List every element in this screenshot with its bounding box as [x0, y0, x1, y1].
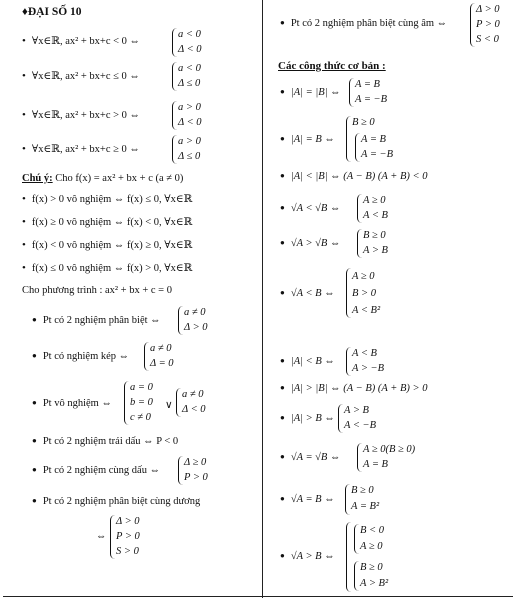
formula-9 [280, 413, 335, 424]
brace [172, 135, 177, 164]
case: b = 0 [130, 397, 153, 408]
case: A ≥ 0(B ≥ 0) [363, 444, 416, 455]
brace [345, 484, 350, 515]
brace [346, 268, 351, 318]
formula-cases [360, 560, 388, 592]
formula-lhs: √A = √B ⇔ [290, 452, 341, 463]
rule-2-cases [178, 61, 201, 91]
brace [357, 443, 362, 472]
rule-4-cases [178, 134, 201, 164]
formula-cases [352, 346, 384, 376]
case: S > 0 [116, 546, 139, 557]
formula-cases [360, 523, 384, 555]
case: Δ > 0 [184, 322, 208, 333]
case: A ≥ 0 [360, 541, 383, 552]
case-lhs: Pt vô nghiệm ⇔ [42, 398, 112, 409]
case-opposite-signs [32, 436, 178, 447]
case-two-distinct-roots [32, 315, 161, 326]
formula-lhs: |A| < B ⇔ [290, 356, 335, 367]
case: A ≥ 0 [352, 271, 375, 282]
note-item-text: f(x) < 0 vô nghiệm ⇔ f(x) ≥ 0, ∀x∈ℝ [31, 240, 193, 251]
note [22, 173, 183, 184]
case: A = B [361, 134, 386, 145]
note-item [22, 216, 192, 228]
case: B > 0 [352, 288, 376, 299]
formula-cases [363, 228, 388, 258]
brace [346, 116, 351, 162]
case-conditions [182, 387, 206, 417]
case: A < −B [344, 420, 377, 431]
case: Δ > 0 [476, 4, 500, 15]
case: a = 0 [130, 382, 153, 393]
case-no-root [32, 398, 112, 409]
brace [354, 524, 359, 554]
brace [355, 133, 360, 162]
note-item [22, 239, 192, 251]
case: A < B² [352, 305, 381, 316]
note-item-text: f(x) > 0 vô nghiệm ⇔ f(x) ≤ 0, ∀x∈ℝ [31, 194, 193, 205]
formula-7 [280, 356, 335, 367]
brace [357, 229, 362, 258]
case-lhs: Pt có 2 nghiệm phân biệt ⇔ [42, 315, 161, 326]
formula-1 [280, 87, 341, 98]
brace [172, 28, 177, 57]
case: A < B [352, 348, 377, 359]
case: A > −B [352, 363, 385, 374]
formula-5 [280, 238, 340, 249]
case: A > B [344, 405, 369, 416]
case-lhs: Pt có 2 nghiệm phân biệt cùng dương [42, 496, 201, 507]
formula-cases [363, 193, 388, 223]
section-heading: Các công thức cơ bản : [278, 60, 386, 72]
page-title: ♦ĐẠI SỐ 10 [22, 6, 82, 18]
case: A = B [363, 459, 388, 470]
case: B ≥ 0 [351, 485, 374, 496]
formula-lhs: |A| < |B| ⇔ (A − B) (A + B) < 0 [290, 171, 428, 182]
case: A > B² [360, 578, 389, 589]
brace [178, 306, 183, 335]
rule-3-cases [178, 100, 202, 130]
case-lhs: Pt có nghiệm kép ⇔ [42, 351, 130, 362]
formula-cases [361, 132, 393, 162]
formula-10 [280, 452, 340, 463]
arrow: ⇔ [96, 531, 107, 542]
note-item-text: f(x) ≥ 0 vô nghiệm ⇔ f(x) < 0, ∀x∈ℝ [31, 217, 193, 228]
case: A = B [355, 79, 380, 90]
case: B ≥ 0 [363, 230, 386, 241]
case: B ≥ 0 [360, 562, 383, 573]
case: A > B [363, 245, 388, 256]
case: Δ ≤ 0 [178, 78, 201, 89]
case: A = −B [355, 94, 388, 105]
formula-lhs: √A < B ⇔ [290, 288, 335, 299]
note-item [22, 262, 192, 274]
case: a > 0 [178, 136, 201, 147]
rule-4 [22, 143, 140, 155]
note-item [22, 193, 192, 205]
case: a ≠ 0 [184, 307, 206, 318]
formula-lhs: √A > B ⇔ [290, 551, 335, 562]
formula-lhs: √A = B ⇔ [290, 494, 335, 505]
case: P > 0 [184, 472, 208, 483]
case-conditions [184, 305, 208, 335]
rule-3-lhs: ∀x∈ℝ, ax² + bx+c > 0 ⇔ [31, 110, 141, 121]
brace [110, 515, 115, 559]
case: A = −B [361, 149, 394, 160]
rule-1 [22, 35, 140, 47]
brace [144, 342, 149, 371]
case: Δ > 0 [116, 516, 140, 527]
rule-2-lhs: ∀x∈ℝ, ax² + bx+c ≤ 0 ⇔ [31, 71, 140, 82]
case: Δ ≥ 0 [184, 457, 207, 468]
brace [172, 101, 177, 130]
formula-cases [352, 115, 375, 130]
formula-cases [344, 403, 376, 433]
formula-2 [280, 134, 335, 145]
note-text: Cho f(x) = ax² + bx + c (a ≠ 0) [52, 173, 184, 184]
brace [346, 522, 351, 592]
brace [124, 381, 129, 425]
rule-4-lhs: ∀x∈ℝ, ax² + bx+c ≥ 0 ⇔ [31, 144, 140, 155]
formula-lhs: |A| = |B| ⇔ [290, 87, 341, 98]
formula-lhs: √A > √B ⇔ [290, 238, 341, 249]
case: a ≠ 0 [150, 343, 172, 354]
case: a < 0 [178, 63, 201, 74]
or-symbol: ∨ [165, 400, 173, 411]
formula-lhs: |A| = B ⇔ [290, 134, 335, 145]
brace [357, 194, 362, 223]
case: B ≥ 0 [352, 117, 375, 128]
case: P > 0 [116, 531, 140, 542]
page-frame [3, 0, 513, 597]
case: a ≠ 0 [182, 389, 204, 400]
case: B < 0 [360, 525, 384, 536]
case: Δ ≤ 0 [178, 151, 201, 162]
case: A = B² [351, 501, 380, 512]
brace [354, 561, 359, 591]
brace [338, 404, 343, 433]
case: Δ < 0 [178, 44, 202, 55]
rule-1-cases [178, 27, 202, 57]
formula-lhs: |A| > |B| ⇔ (A − B) (A + B) > 0 [290, 383, 428, 394]
case: c ≠ 0 [130, 412, 151, 423]
formula-12 [280, 551, 335, 562]
formula-11 [280, 494, 335, 505]
brace [346, 347, 351, 376]
rule-3 [22, 109, 140, 121]
case-conditions [184, 455, 208, 485]
case: a > 0 [178, 102, 201, 113]
rule-2 [22, 70, 140, 82]
brace [172, 62, 177, 91]
case-conditions [130, 380, 153, 425]
case: P > 0 [476, 19, 500, 30]
case-lhs: Pt có 2 nghiệm trái dấu ⇔ P < 0 [42, 436, 179, 447]
formula-cases [351, 483, 379, 515]
formula-lhs: |A| > B ⇔ [290, 413, 335, 424]
note-item-text: f(x) ≤ 0 vô nghiệm ⇔ f(x) > 0, ∀x∈ℝ [31, 263, 193, 274]
note-label: Chú ý: [22, 173, 53, 184]
brace [470, 3, 475, 47]
case-conditions [476, 2, 500, 47]
formula-cases [363, 442, 415, 472]
case: A ≥ 0 [363, 195, 386, 206]
case-double-root [32, 351, 129, 362]
case-both-negative [280, 18, 447, 29]
case: Δ < 0 [182, 404, 206, 415]
formula-cases [352, 268, 380, 319]
rule-1-lhs: ∀x∈ℝ, ax² + bx+c < 0 ⇔ [31, 36, 141, 47]
case-conditions [116, 514, 140, 559]
case: A < B [363, 210, 388, 221]
brace [178, 456, 183, 485]
formula-6 [280, 288, 335, 299]
case: S < 0 [476, 34, 499, 45]
column-divider [262, 0, 263, 598]
case-both-positive [32, 496, 200, 507]
case-conditions [150, 341, 174, 371]
brace [176, 388, 181, 417]
case: Δ = 0 [150, 358, 174, 369]
equation-intro: Cho phương trình : ax² + bx + c = 0 [22, 285, 172, 296]
case: Δ < 0 [178, 117, 202, 128]
brace [349, 78, 354, 107]
case-same-sign [32, 465, 160, 476]
formula-cases [355, 77, 387, 107]
formula-3 [280, 171, 427, 182]
case-lhs: Pt có 2 nghiệm cùng dấu ⇔ [42, 465, 161, 476]
formula-lhs: √A < √B ⇔ [290, 203, 341, 214]
case-lhs: Pt có 2 nghiệm phân biệt cùng âm ⇔ [290, 18, 448, 29]
formula-4 [280, 203, 340, 214]
case: a < 0 [178, 29, 201, 40]
formula-8 [280, 383, 427, 394]
